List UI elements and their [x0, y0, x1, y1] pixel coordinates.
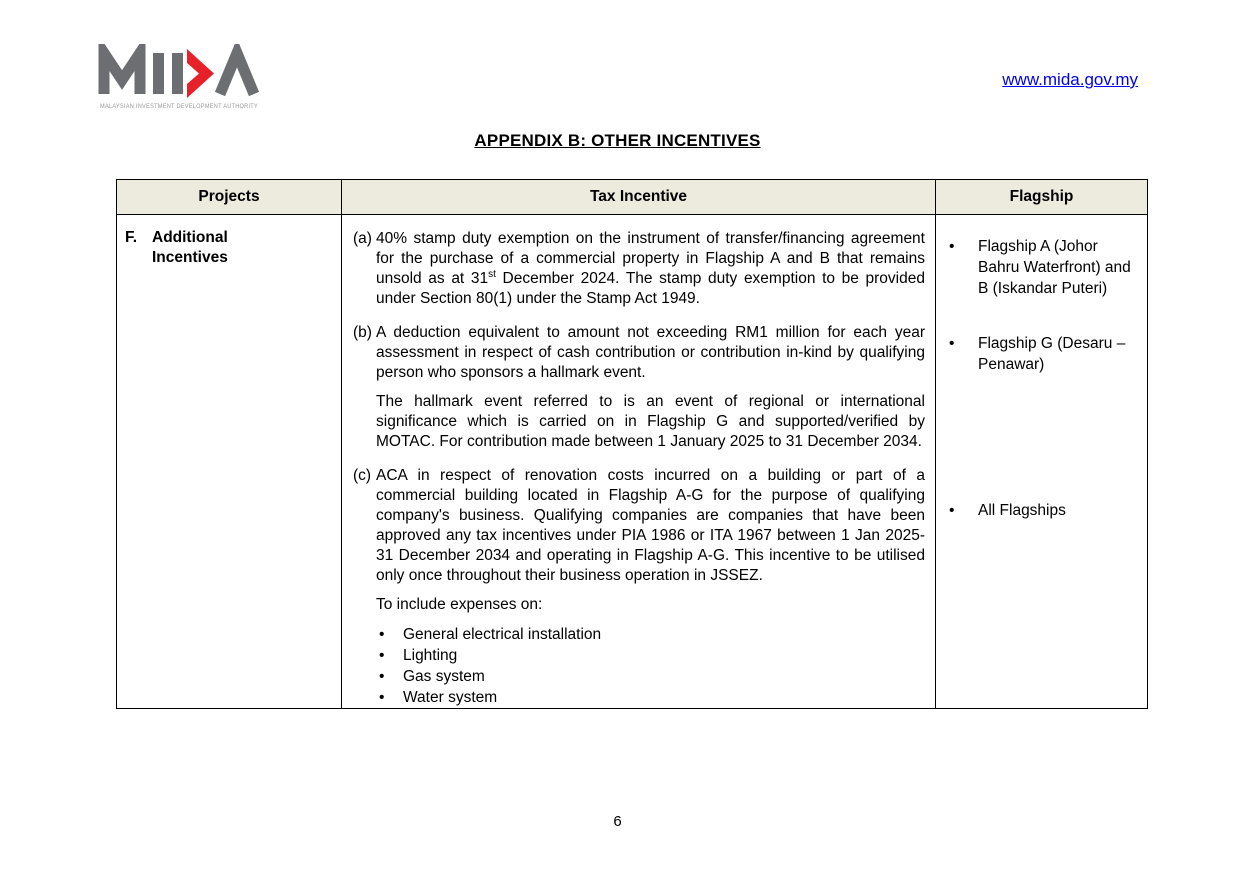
- flagship-label: Flagship G (Desaru – Penawar): [978, 335, 1126, 373]
- bullet-icon: [949, 333, 978, 375]
- mida-logo-mark: [95, 44, 265, 116]
- column-header-projects: Projects: [117, 180, 342, 215]
- incentive-item-b: [353, 323, 925, 452]
- incentive-text-b-continued: The hallmark event referred to is an event of regional or international significance which is carried on in Flagship G and supported/verified by MOTAC. For contribution made between 1 January 2025 to 31 December 2034.: [376, 393, 925, 450]
- bullet-icon: [379, 666, 403, 687]
- tax-incentive-cell: [342, 215, 936, 709]
- project-name: Additional Incentives: [152, 229, 228, 266]
- list-item: [379, 624, 925, 645]
- page-number: 6: [613, 813, 622, 830]
- flagship-label: Flagship A (Johor Bahru Waterfront) and B (Iskandar Puteri): [978, 238, 1131, 297]
- flagship-label: All Flagships: [978, 502, 1066, 519]
- logo-letter-d-stem: [172, 53, 183, 94]
- bullet-icon: [949, 236, 978, 299]
- expense-item-label: Gas system: [403, 668, 485, 685]
- flagship-item-all: [949, 500, 1139, 521]
- expense-item-label: Water system: [403, 689, 498, 706]
- column-header-tax-incentive: Tax Incentive: [342, 180, 936, 215]
- logo-letter-a: [220, 53, 254, 94]
- incentives-table: [116, 179, 1148, 709]
- incentive-text-a: [376, 229, 925, 309]
- incentive-text-b: A deduction equivalent to amount not exceeding RM1 million for each year assessment in respect of cash contribution or contribution in-kind by qualifying person who sponsors a hallmark event.: [376, 324, 925, 381]
- incentive-text-a-part1: 40% stamp duty exemption on the instrument of transfer/financing agreement for the purchase of a commercial property in Flagship A and B that remains unsold as at 31: [376, 230, 925, 287]
- table-row: [117, 215, 1148, 709]
- logo-tagline: MALAYSIAN INVESTMENT DEVELOPMENT AUTHORITY: [100, 103, 259, 110]
- list-item: [379, 687, 925, 708]
- project-letter: F.: [125, 229, 138, 246]
- bullet-icon: [379, 624, 403, 645]
- column-header-flagship: Flagship: [936, 180, 1148, 215]
- table-header-row: [117, 180, 1148, 215]
- expense-item-label: General electrical installation: [403, 626, 602, 643]
- bullet-icon: [379, 687, 403, 708]
- expenses-list: [376, 624, 925, 708]
- flagship-item-g: [949, 333, 1139, 375]
- incentive-marker-a: (a): [353, 230, 372, 247]
- logo-letter-i: [153, 53, 164, 94]
- flagship-item-a-b: [949, 236, 1139, 299]
- ordinal-superscript: st: [488, 268, 496, 280]
- incentive-text-a-part2: December 2024. The stamp duty exemption to be provided under Section 80(1) under the Stamp Act 1949.: [376, 270, 925, 307]
- incentive-item-a: [353, 229, 925, 309]
- page-title: [0, 131, 1235, 151]
- flagship-cell: [936, 215, 1148, 709]
- incentive-item-c: [353, 466, 925, 708]
- logo-letter-d-red-chevron: [187, 49, 214, 98]
- logo-letter-m: [104, 53, 140, 94]
- list-item: [379, 666, 925, 687]
- incentive-marker-b: (b): [353, 324, 372, 341]
- projects-cell: [117, 215, 342, 709]
- mida-logo: [95, 44, 265, 116]
- expense-item-label: Lighting: [403, 647, 458, 664]
- list-item: [379, 645, 925, 666]
- website-link[interactable]: www.mida.gov.my: [1002, 70, 1138, 89]
- expenses-intro: To include expenses on:: [376, 596, 543, 613]
- incentive-text-c: ACA in respect of renovation costs incurred on a building or part of a commercial building located in Flagship A-G for the purpose of qualifying company's business. Qualifying companies are companies that have been approved any tax incentives under PIA 1986 or ITA 1967 between 1 Jan 2025-31 December 2034 and operating in Flagship A-G. This incentive to be utilised only once throughout their business operation in JSSEZ.: [376, 467, 925, 584]
- bullet-icon: [379, 645, 403, 666]
- page-title-text: APPENDIX B: OTHER INCENTIVES: [474, 131, 761, 150]
- bullet-icon: [949, 500, 978, 521]
- incentive-marker-c: (c): [353, 467, 372, 484]
